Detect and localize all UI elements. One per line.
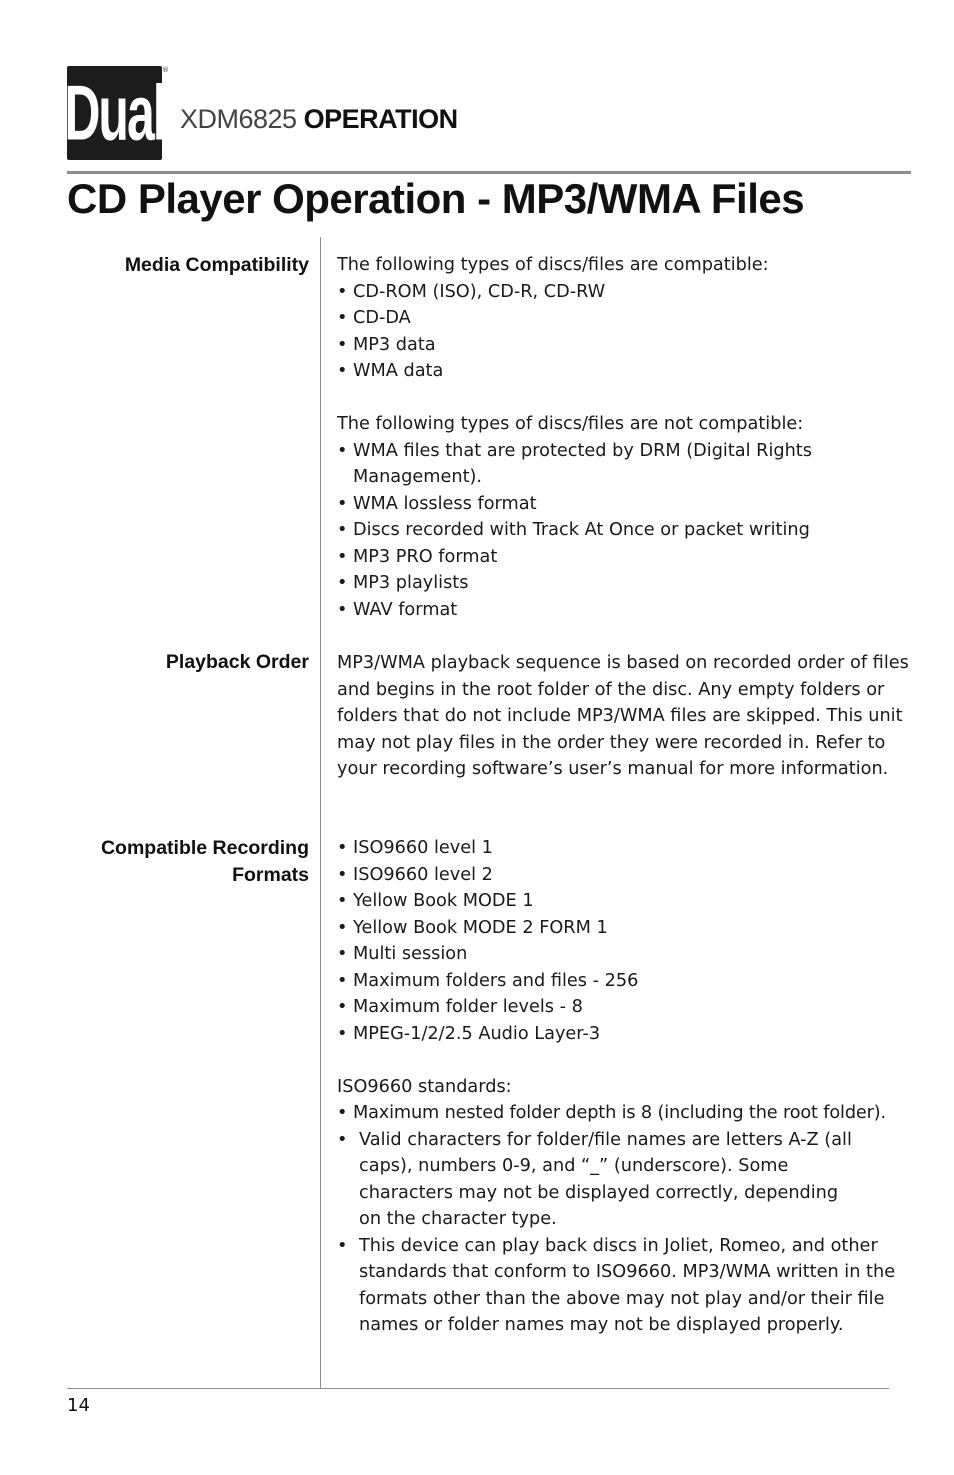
list-item: • CD-ROM (ISO), CD-R, CD-RW — [337, 281, 606, 302]
label-line: Compatible Recording — [100, 837, 309, 859]
list-item: • MP3 playlists — [337, 573, 469, 593]
operation-label: OPERATION — [303, 104, 458, 134]
iso-intro: ISO9660 standards: — [337, 1076, 512, 1097]
recording-formats-content — [337, 835, 912, 1339]
column-divider — [320, 237, 321, 1388]
list-item: • Yellow Book MODE 1 — [337, 891, 534, 911]
list-item: • MP3 data — [337, 334, 436, 355]
list-item: • Valid characters for folder/file names are letters A-Z (all caps), numbers 0-9, and “_” (underscore). Some characters may not be displayed correctly, depending on the character type. — [337, 1129, 852, 1229]
list-item: • WAV format — [337, 599, 458, 620]
list-item: • WMA data — [337, 361, 444, 381]
media-compatibility-label: Media Compatibility — [124, 254, 309, 276]
list-item: • Multi session — [337, 944, 468, 964]
list-item: • WMA files that are protected by DRM (Digital Rights Management). — [337, 440, 812, 487]
list-item: • WMA lossless format — [337, 493, 537, 514]
list-item: • MP3 PRO format — [337, 546, 498, 567]
incompatible-intro: The following types of discs/files are not compatible: — [337, 414, 804, 434]
model-name: XDM6825 — [180, 104, 297, 134]
registered-mark: ® — [162, 66, 169, 74]
recording-formats-label — [29, 835, 309, 888]
list-item: • MPEG-1/2/2.5 Audio Layer-3 — [337, 1023, 601, 1044]
page-number: 14 — [67, 1395, 90, 1416]
dual-logo — [64, 66, 165, 160]
list-item: • Maximum nested folder depth is 8 (including the root folder). — [337, 1103, 886, 1123]
logo-text: Dual — [64, 69, 165, 157]
header-title — [180, 102, 458, 136]
playback-order-label: Playback Order — [165, 651, 309, 673]
media-compatibility-content — [337, 252, 917, 623]
list-item: • ISO9660 level 2 — [337, 864, 493, 885]
bottom-divider — [67, 1388, 889, 1389]
list-item: • CD-DA — [337, 308, 411, 328]
playback-order-text: MP3/WMA playback sequence is based on recorded order of files and begins in the root folder of the disc. Any empty folders or folders that do not include MP3/WMA files are skipped. This unit may not play files in the order they were recorded in. Refer to your recording software’s user’s manual for more information. — [337, 653, 909, 779]
compatible-intro: The following types of discs/files are compatible: — [337, 255, 769, 275]
list-item: • Maximum folder levels - 8 — [337, 997, 583, 1017]
list-item: • Yellow Book MODE 2 FORM 1 — [337, 917, 608, 938]
list-item: • Discs recorded with Track At Once or packet writing — [337, 520, 810, 540]
list-item: • Maximum folders and files - 256 — [337, 970, 639, 991]
page-title: CD Player Operation - MP3/WMA Files — [67, 175, 805, 222]
list-item: • ISO9660 level 1 — [337, 838, 493, 858]
list-item: • This device can play back discs in Joliet, Romeo, and other standards that conform to ISO9660. MP3/WMA written in the formats other than the above may not play and/or their file names or folder names may not be displayed properly. — [337, 1235, 896, 1335]
label-line: Formats — [232, 863, 309, 886]
